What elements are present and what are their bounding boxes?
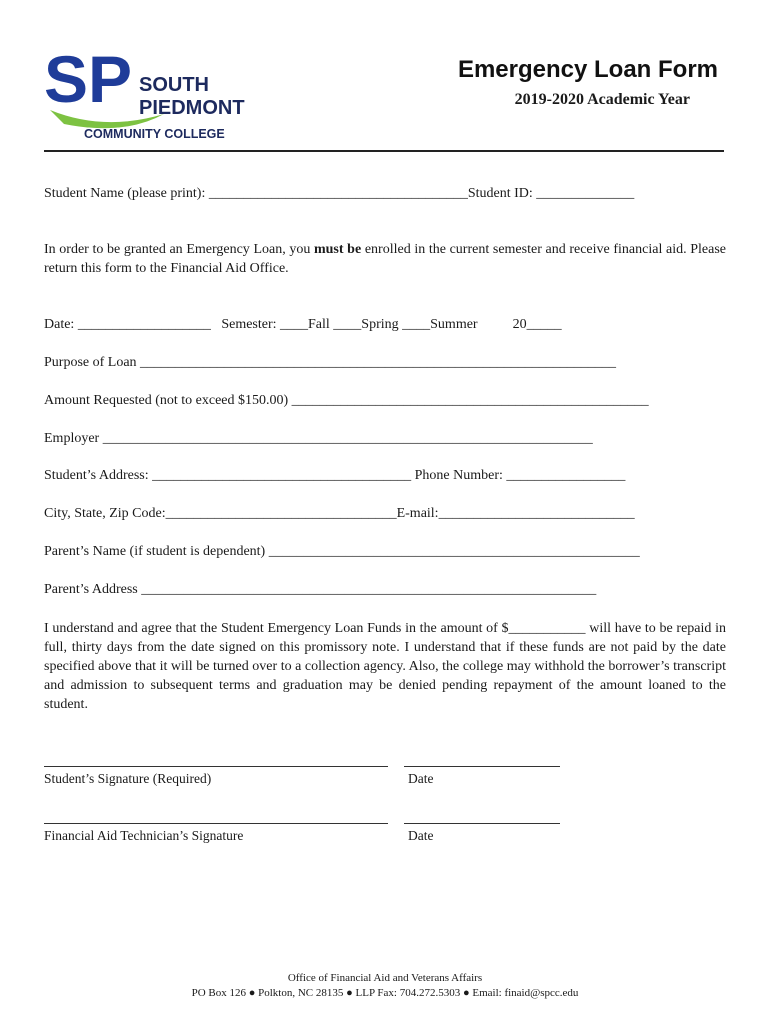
header-divider xyxy=(44,150,724,152)
city-email-line[interactable]: City, State, Zip Code:_________________________________E-mail:____________________________ xyxy=(44,506,635,521)
intro-paragraph xyxy=(44,240,726,278)
intro-text-2: enrolled in the current semester and receive financial aid. Please return this form to the Financial Aid Office. xyxy=(44,242,726,276)
student-signature-line[interactable] xyxy=(44,766,388,767)
student-date-line[interactable] xyxy=(404,766,560,767)
student-date-label: Date xyxy=(408,771,434,786)
technician-signature-line[interactable] xyxy=(44,823,388,824)
logo-community-college: COMMUNITY COLLEGE xyxy=(84,127,225,141)
parent-name-line[interactable]: Parent’s Name (if student is dependent) _____________________________________________________ xyxy=(44,544,640,559)
intro-text-1: In order to be granted an Emergency Loan, you xyxy=(44,242,314,257)
form-title: Emergency Loan Form xyxy=(457,56,718,83)
agreement-paragraph: I understand and agree that the Student Emergency Loan Funds in the amount of $___________ will have to be repaid in full, thirty days from the date signed on this promissory note. I understand that if these funds are not paid by the date specified above that it will be turned over to a collection agency. Also, the college may withhold the borrower’s transcript and admission to subsequent terms and graduation may be denied pending repayment of the amount loaned to the student. xyxy=(44,621,726,712)
logo-initials: SP xyxy=(44,44,133,116)
employer-line[interactable]: Employer ______________________________________________________________________ xyxy=(44,431,593,446)
academic-year: 2019-2020 Academic Year xyxy=(514,91,690,108)
purpose-line[interactable]: Purpose of Loan ____________________________________________________________________ xyxy=(44,355,617,370)
student-signature-label: Student’s Signature (Required) xyxy=(44,771,212,786)
college-logo xyxy=(44,44,244,144)
technician-date-line[interactable] xyxy=(404,823,560,824)
logo-piedmont: PIEDMONT xyxy=(139,97,245,119)
technician-signature-label: Financial Aid Technician’s Signature xyxy=(44,828,244,843)
student-name-line[interactable]: Student Name (please print): _____________________________________Student ID: ______________ xyxy=(44,186,635,201)
logo-south: SOUTH xyxy=(139,74,209,96)
date-semester-line[interactable]: Date: ___________________ Semester: ____Fall ____Spring ____Summer 20_____ xyxy=(44,317,562,332)
footer-office: Office of Financial Aid and Veterans Affairs xyxy=(287,972,483,984)
amount-line[interactable]: Amount Requested (not to exceed $150.00) ___________________________________________________ xyxy=(44,393,649,408)
footer-contact: PO Box 126 ● Polkton, NC 28135 ● LLP Fax: 704.272.5303 ● Email: finaid@spcc.edu xyxy=(191,987,579,999)
intro-bold: must be xyxy=(313,242,362,257)
technician-date-label: Date xyxy=(408,828,434,843)
parent-address-line[interactable]: Parent’s Address _________________________________________________________________ xyxy=(44,582,597,597)
address-phone-line[interactable]: Student’s Address: _____________________________________ Phone Number: _________________ xyxy=(44,468,626,483)
